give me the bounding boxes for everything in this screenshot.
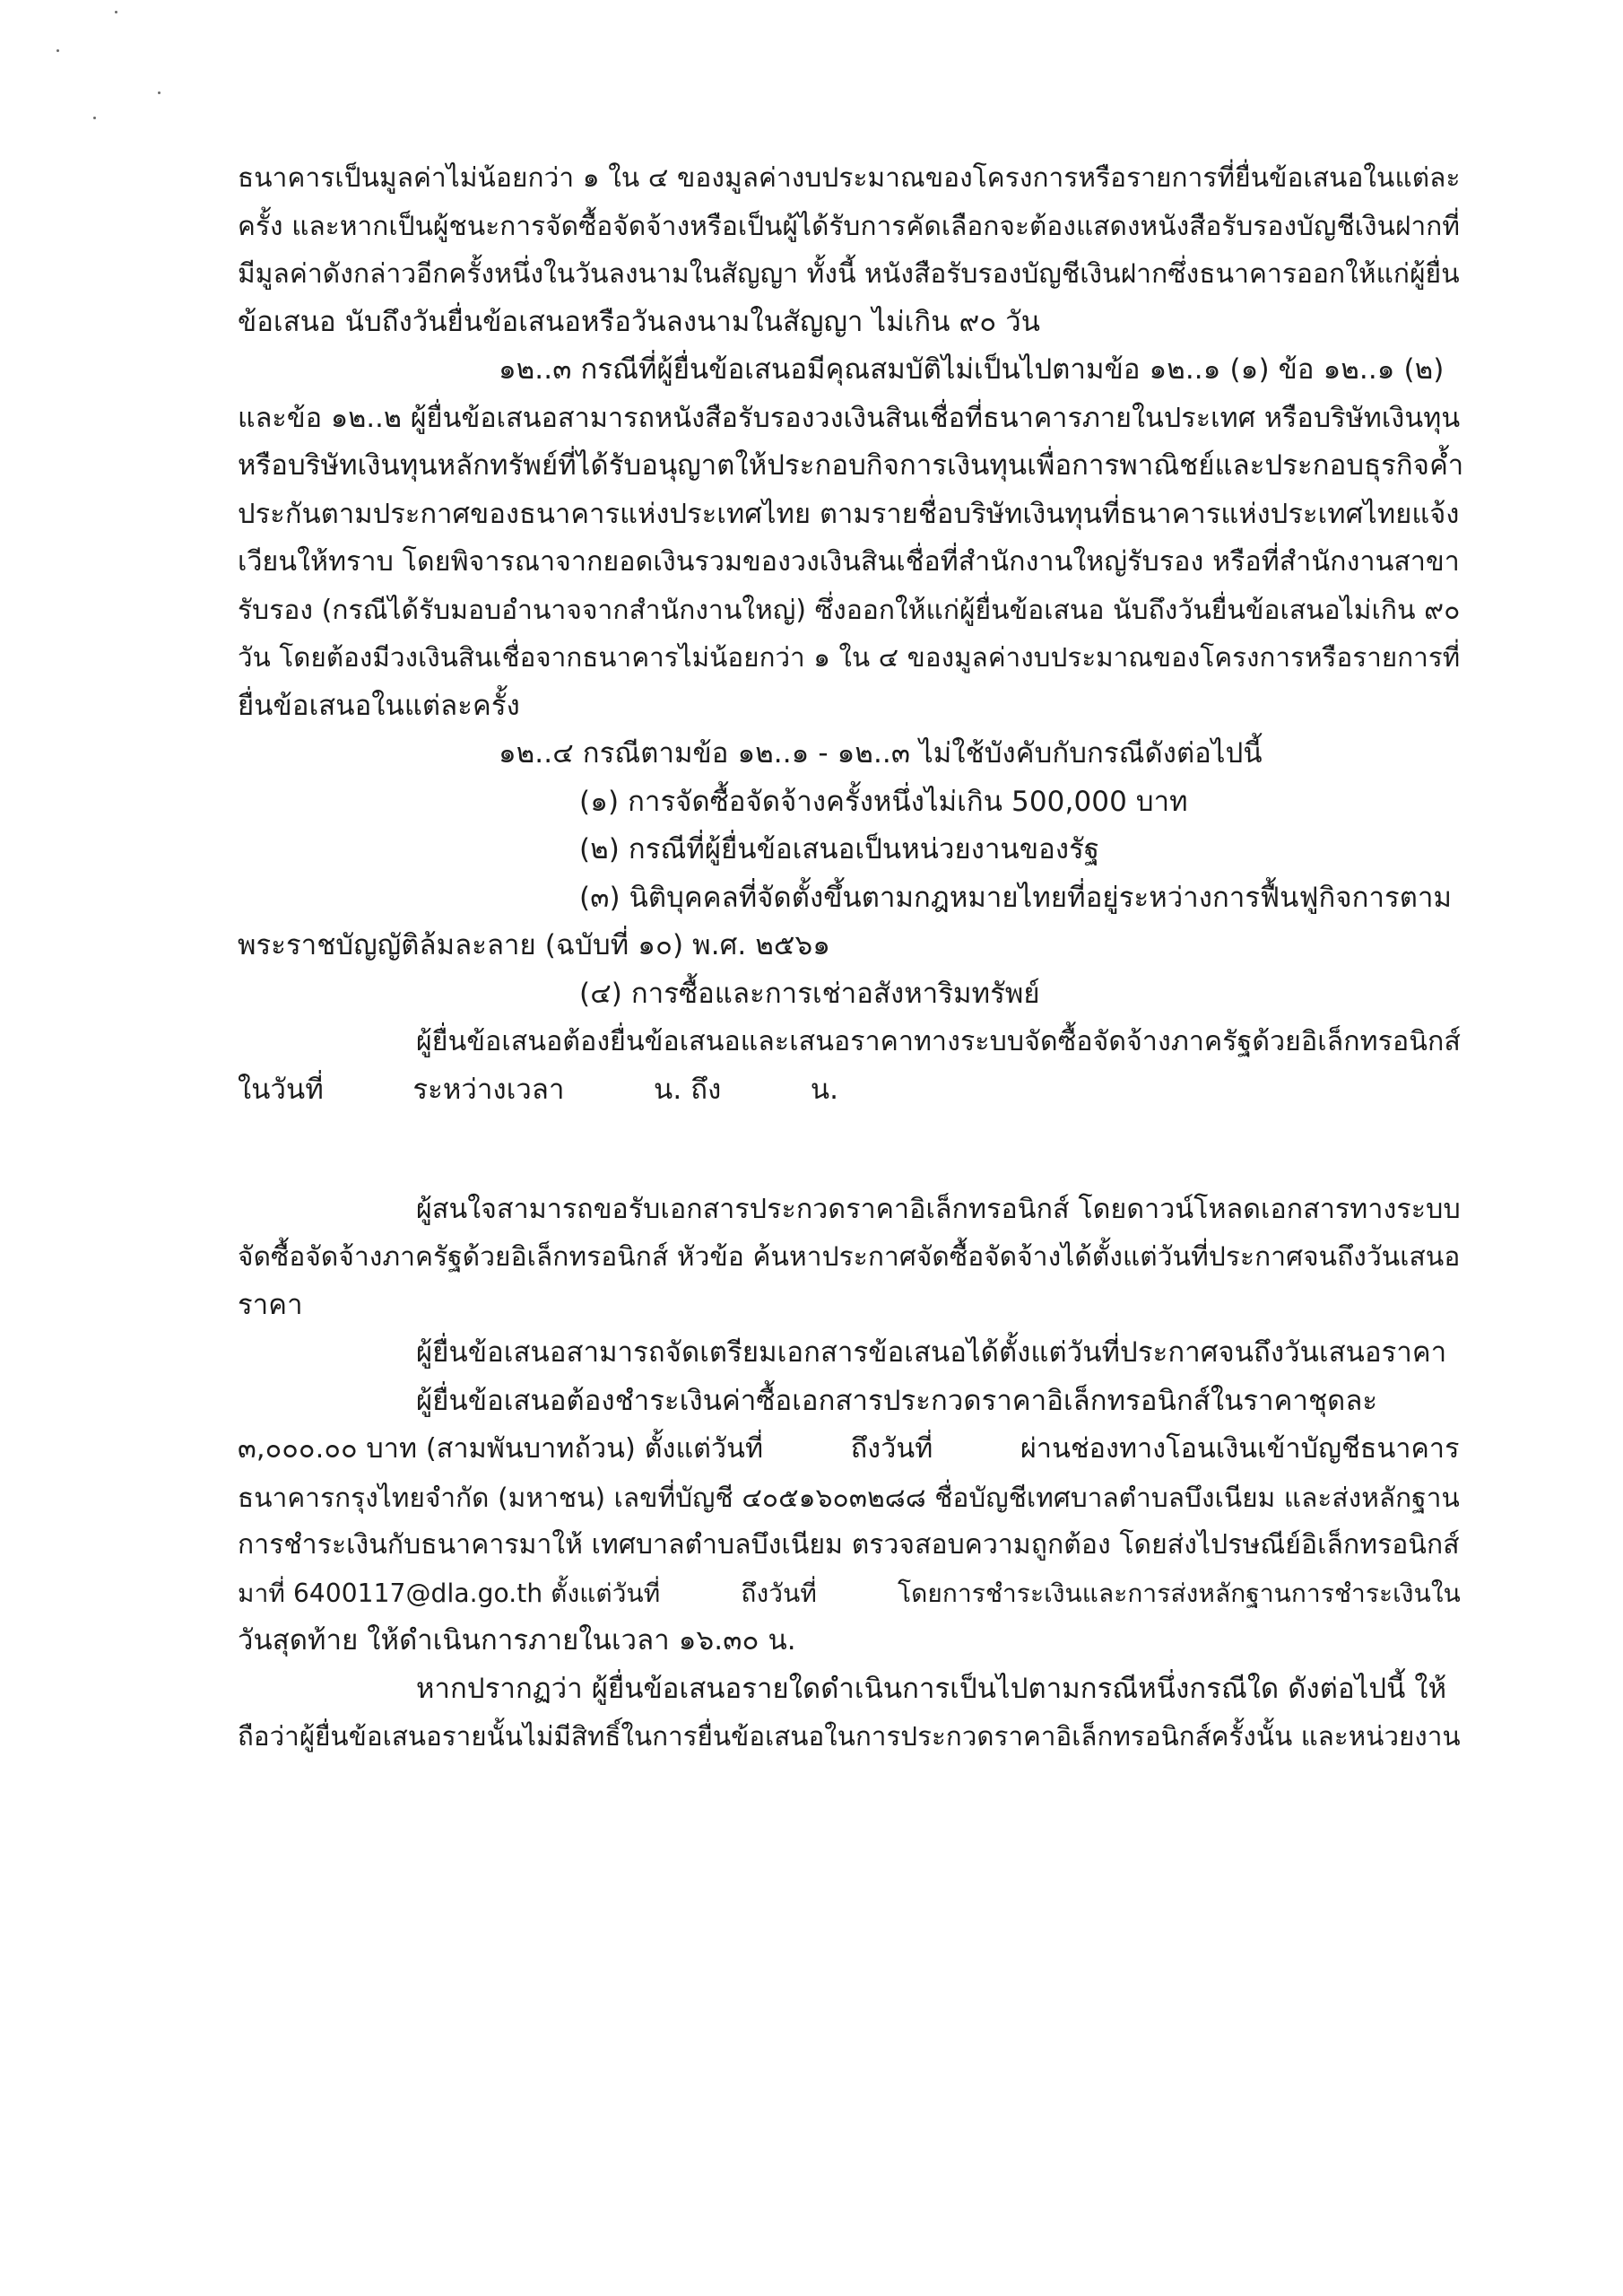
text-line: รับรอง (กรณีได้รับมอบอำนาจจากสำนักงานใหญ่) ซึ่งออกให้แก่ผู้ยื่นข้อเสนอ นับถึงวันยื่นข้อเสนอไม่เกิน ๙๐ xyxy=(238,594,1461,626)
text-line: ยื่นข้อเสนอในแต่ละครั้ง xyxy=(238,689,520,722)
download-paragraph: ผู้สนใจสามารถขอรับเอกสารประกวดราคาอิเล็กทรอนิกส์ โดยดาวน์โหลดเอกสารทางระบบ xyxy=(416,1193,1461,1225)
text-line: ธนาคารเป็นมูลค่าไม่น้อยกว่า ๑ ใน ๔ ของมูลค่างบประมาณของโครงการหรือรายการที่ยื่นข้อเสนอในแต่ละ xyxy=(238,162,1461,194)
text-line: และข้อ ๑๒..๒ ผู้ยื่นข้อเสนอสามารถหนังสือรับรองวงเงินสินเชื่อที่ธนาคารภายในประเทศ หรือบริษัทเงินทุน xyxy=(238,402,1461,434)
text-line: ข้อเสนอ นับถึงวันยื่นข้อเสนอหรือวันลงนามในสัญญา ไม่เกิน ๙๐ วัน xyxy=(238,305,1041,338)
clause-12-3-heading: ๑๒..๓ กรณีที่ผู้ยื่นข้อเสนอมีคุณสมบัติไม่เป็นไปตามข้อ ๑๒..๑ (๑) ข้อ ๑๒..๑ (๒) xyxy=(499,353,1445,386)
exemption-item-4: (๔) การซื้อและการเช่าอสังหาริมทรัพย์ xyxy=(579,977,1040,1010)
email-line: มาที่ 6400117@dla.go.th ตั้งแต่วันที่ ถึงวันที่ โดยการชำระเงินและการส่งหลักฐานการชำระเงินใน xyxy=(238,1578,1461,1608)
payment-paragraph: ผู้ยื่นข้อเสนอต้องชำระเงินค่าซื้อเอกสารประกวดราคาอิเล็กทรอนิกส์ในราคาชุดละ xyxy=(416,1384,1378,1417)
text-line: การชำระเงินกับธนาคารมาให้ เทศบาลตำบลบึงเนียม ตรวจสอบความถูกต้อง โดยส่งไปรษณีย์อิเล็กทรอนิกส์ xyxy=(238,1529,1460,1561)
disqualify-paragraph: หากปรากฏว่า ผู้ยื่นข้อเสนอรายใดดำเนินการเป็นไปตามกรณีหนึ่งกรณีใด ดังต่อไปนี้ ให้ xyxy=(416,1672,1447,1705)
exemption-item-3: (๓) นิติบุคคลที่จัดตั้งขึ้นตามกฎหมายไทยที่อยู่ระหว่างการฟื้นฟูกิจการตาม xyxy=(579,881,1453,914)
document-body xyxy=(238,154,1466,1761)
text-line: หรือบริษัทเงินทุนหลักทรัพย์ที่ได้รับอนุญาตให้ประกอบกิจการเงินทุนเพื่อการพาณิชย์และประกอบธุรกิจค้ำ xyxy=(238,449,1464,482)
scan-speck xyxy=(93,117,96,119)
payment-dates-line: ๓,๐๐๐.๐๐ บาท (สามพันบาทถ้วน) ตั้งแต่วันที่ ถึงวันที่ ผ่านช่องทางโอนเงินเข้าบัญชีธนาคาร xyxy=(238,1433,1460,1465)
submission-time-line: ในวันที่ ระหว่างเวลา น. ถึง น. xyxy=(238,1073,839,1106)
prepare-paragraph: ผู้ยื่นข้อเสนอสามารถจัดเตรียมเอกสารข้อเสนอได้ตั้งแต่วันที่ประกาศจนถึงวันเสนอราคา xyxy=(416,1336,1447,1369)
text-line: วัน โดยต้องมีวงเงินสินเชื่อจากธนาคารไม่น้อยกว่า ๑ ใน ๔ ของมูลค่างบประมาณของโครงการหรือรายการที่ xyxy=(238,642,1461,673)
exemption-item-2: (๒) กรณีที่ผู้ยื่นข้อเสนอเป็นหน่วยงานของรัฐ xyxy=(579,833,1100,865)
text-line: ราคา xyxy=(238,1288,303,1321)
text-line: จัดซื้อจัดจ้างภาครัฐด้วยอิเล็กทรอนิกส์ หัวข้อ ค้นหาประกาศจัดซื้อจัดจ้างได้ตั้งแต่วันที่ประกาศจนถึงวันเสนอ xyxy=(238,1241,1461,1273)
bank-account-line: ธนาคารกรุงไทยจำกัด (มหาชน) เลขที่บัญชี ๔๐๕๑๖๐๓๒๘๘ ชื่อบัญชีเทศบาลตำบลบึงเนียม และส่งหลักฐาน xyxy=(238,1481,1460,1513)
text-line: ถือว่าผู้ยื่นข้อเสนอรายนั้นไม่มีสิทธิ์ในการยื่นข้อเสนอในการประกวดราคาอิเล็กทรอนิกส์ครั้งนั้น และหน่วยงาน xyxy=(238,1721,1461,1752)
paragraph-gap xyxy=(238,1114,1466,1162)
text-line: ประกันตามประกาศของธนาคารแห่งประเทศไทย ตามรายชื่อบริษัทเงินทุนที่ธนาคารแห่งประเทศไทยแจ้ง xyxy=(238,497,1460,530)
text-line: พระราชบัญญัติล้มละลาย (ฉบับที่ ๑๐) พ.ศ. ๒๕๖๑ xyxy=(238,929,830,961)
scan-speck xyxy=(115,11,117,13)
text-line: เวียนให้ทราบ โดยพิจารณาจากยอดเงินรวมของวงเงินสินเชื่อที่สำนักงานใหญ่รับรอง หรือที่สำนักงานสาขา xyxy=(238,546,1460,578)
text-line: มีมูลค่าดังกล่าวอีกครั้งหนึ่งในวันลงนามในสัญญา ทั้งนี้ หนังสือรับรองบัญชีเงินฝากซึ่งธนาคารออกให้แก่ผู้ยื่น xyxy=(238,258,1460,290)
submission-paragraph: ผู้ยื่นข้อเสนอต้องยื่นข้อเสนอและเสนอราคาทางระบบจัดซื้อจัดจ้างภาครัฐด้วยอิเล็กทรอนิกส์ xyxy=(416,1026,1461,1057)
exemption-item-1: (๑) การจัดซื้อจัดจ้างครั้งหนึ่งไม่เกิน 500,000 บาท xyxy=(579,785,1188,818)
paragraph-gap xyxy=(238,1162,1466,1186)
clause-12-4-heading: ๑๒..๔ กรณีตามข้อ ๑๒..๑ - ๑๒..๓ ไม่ใช้บังคับกับกรณีดังต่อไปนี้ xyxy=(499,737,1263,770)
scan-speck xyxy=(56,49,59,52)
text-line: ครั้ง และหากเป็นผู้ชนะการจัดซื้อจัดจ้างหรือเป็นผู้ได้รับการคัดเลือกจะต้องแสดงหนังสือรับรองบัญชีเงินฝากที่ xyxy=(238,210,1461,242)
scan-speck xyxy=(158,91,161,94)
text-line: วันสุดท้าย ให้ดำเนินการภายในเวลา ๑๖.๓๐ น. xyxy=(238,1624,796,1657)
